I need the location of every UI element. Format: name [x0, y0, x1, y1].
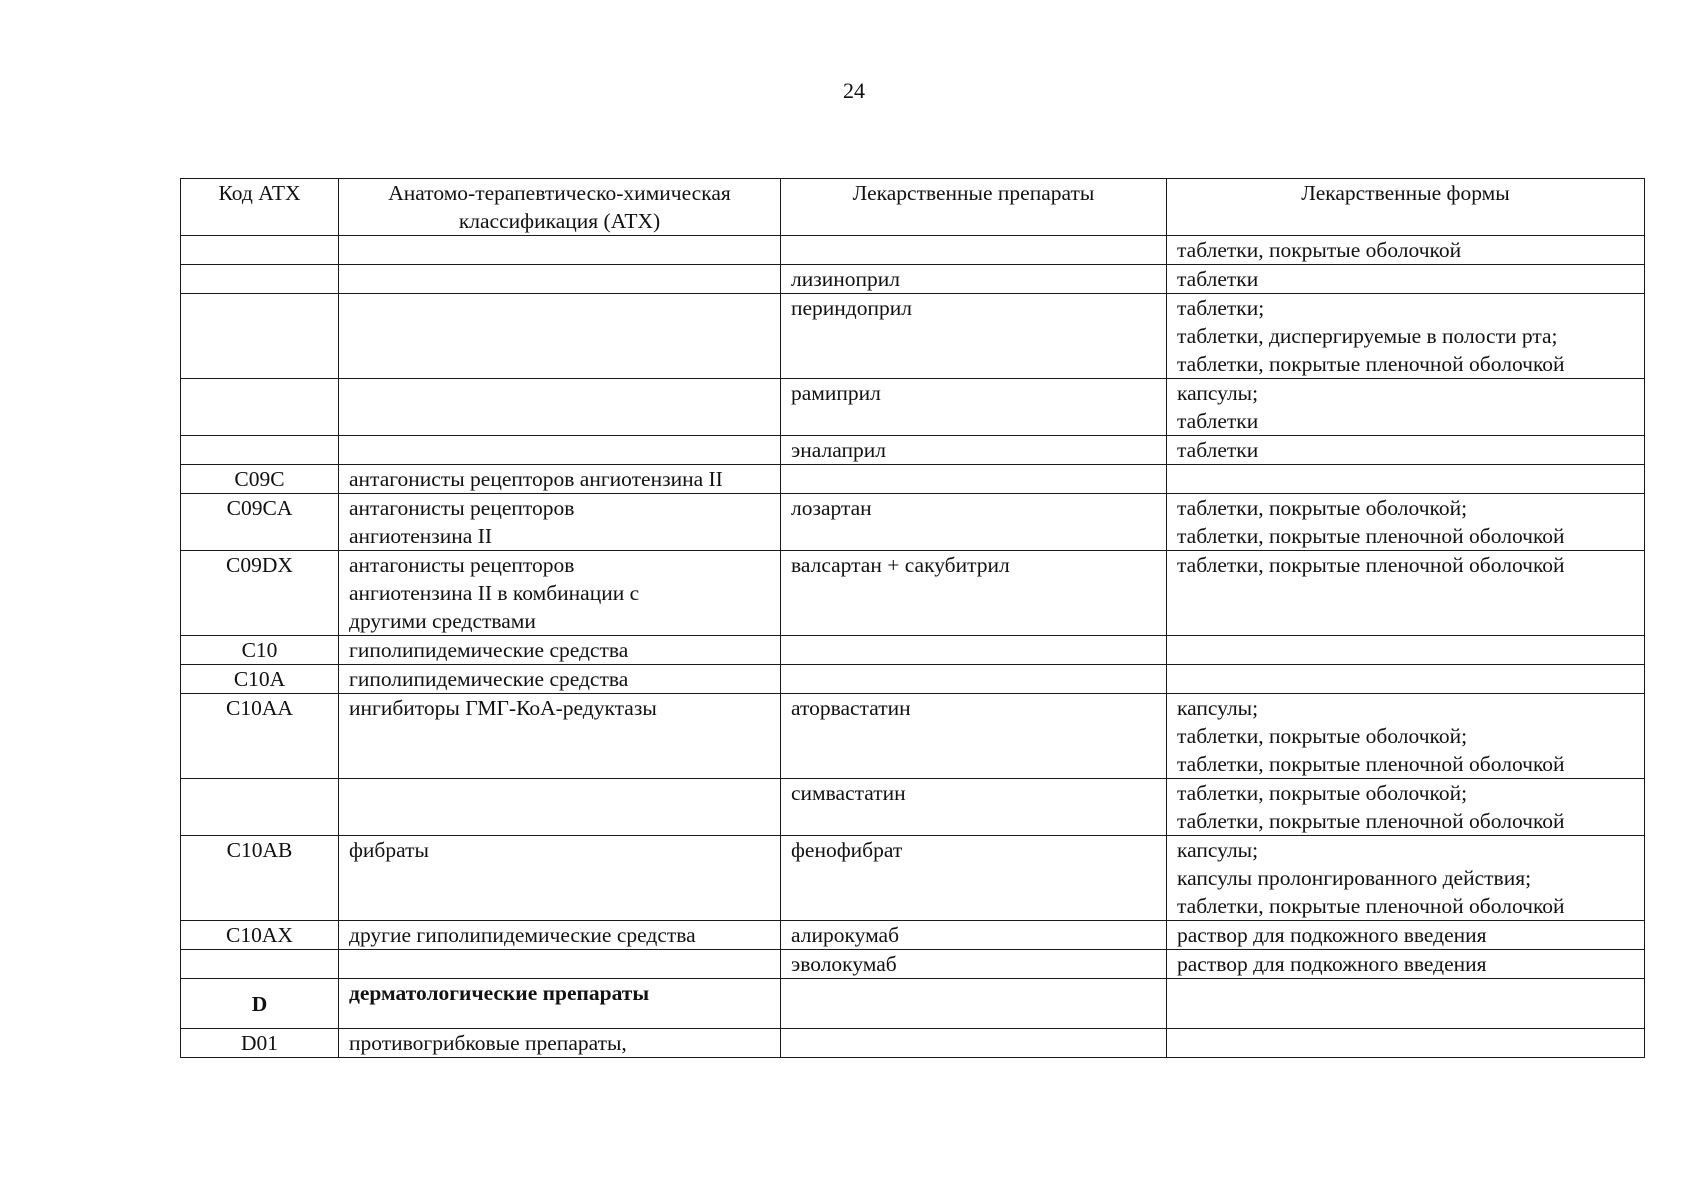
cell-drug: рамиприл	[781, 379, 1167, 436]
cell-classification: гиполипидемические средства	[339, 636, 781, 665]
header-row	[181, 179, 1645, 236]
cell-classification	[339, 379, 781, 436]
table-row	[181, 921, 1645, 950]
atc-table	[180, 178, 1645, 1058]
cell-drug	[781, 236, 1167, 265]
cell-drug: алирокумаб	[781, 921, 1167, 950]
cell-forms	[1167, 979, 1645, 1029]
header-code: Код АТХ	[181, 179, 339, 236]
table-row	[181, 465, 1645, 494]
table-row	[181, 436, 1645, 465]
cell-forms: раствор для подкожного введения	[1167, 921, 1645, 950]
cell-classification: антагонисты рецепторов ангиотензина II	[339, 494, 781, 551]
cell-forms: таблетки, покрытые пленочной оболочкой	[1167, 551, 1645, 636]
cell-code	[181, 294, 339, 379]
table-row	[181, 836, 1645, 921]
cell-drug: эволокумаб	[781, 950, 1167, 979]
cell-forms: капсулы; капсулы пролонгированного действия; таблетки, покрытые пленочной оболочкой	[1167, 836, 1645, 921]
table-row	[181, 236, 1645, 265]
cell-forms: таблетки, покрытые оболочкой	[1167, 236, 1645, 265]
table-row	[181, 265, 1645, 294]
cell-classification: ингибиторы ГМГ-КоА-редуктазы	[339, 694, 781, 779]
cell-drug: периндоприл	[781, 294, 1167, 379]
cell-classification	[339, 779, 781, 836]
cell-code: D	[181, 979, 339, 1029]
cell-code	[181, 236, 339, 265]
header-drugs: Лекарственные препараты	[781, 179, 1167, 236]
cell-forms: таблетки, покрытые оболочкой; таблетки, покрытые пленочной оболочкой	[1167, 779, 1645, 836]
cell-classification: другие гиполипидемические средства	[339, 921, 781, 950]
cell-drug	[781, 1029, 1167, 1058]
cell-code: C09DX	[181, 551, 339, 636]
table-row-section	[181, 979, 1645, 1029]
table-row	[181, 494, 1645, 551]
cell-forms	[1167, 636, 1645, 665]
cell-drug	[781, 465, 1167, 494]
cell-code	[181, 950, 339, 979]
cell-drug: валсартан + сакубитрил	[781, 551, 1167, 636]
cell-classification: противогрибковые препараты,	[339, 1029, 781, 1058]
cell-drug: лозартан	[781, 494, 1167, 551]
table-row	[181, 694, 1645, 779]
cell-code: C10AX	[181, 921, 339, 950]
header-forms: Лекарственные формы	[1167, 179, 1645, 236]
cell-classification: антагонисты рецепторов ангиотензина II	[339, 465, 781, 494]
cell-code	[181, 779, 339, 836]
table-row	[181, 665, 1645, 694]
cell-forms	[1167, 665, 1645, 694]
cell-classification	[339, 236, 781, 265]
table-row	[181, 379, 1645, 436]
cell-drug: фенофибрат	[781, 836, 1167, 921]
cell-drug: лизиноприл	[781, 265, 1167, 294]
header-classification: Анатомо-терапевтическо-химическая классификация (АТХ)	[339, 179, 781, 236]
page-number: 24	[843, 78, 865, 103]
cell-code: C10	[181, 636, 339, 665]
cell-forms	[1167, 465, 1645, 494]
cell-forms	[1167, 1029, 1645, 1058]
cell-drug	[781, 636, 1167, 665]
table-row	[181, 551, 1645, 636]
cell-code: C09CA	[181, 494, 339, 551]
cell-classification	[339, 265, 781, 294]
cell-code: C10A	[181, 665, 339, 694]
cell-drug: аторвастатин	[781, 694, 1167, 779]
cell-classification: гиполипидемические средства	[339, 665, 781, 694]
cell-code	[181, 436, 339, 465]
table-body	[181, 236, 1645, 1058]
cell-forms: таблетки; таблетки, диспергируемые в полости рта; таблетки, покрытые пленочной оболочкой	[1167, 294, 1645, 379]
cell-forms: таблетки	[1167, 436, 1645, 465]
table-row	[181, 779, 1645, 836]
table-row	[181, 636, 1645, 665]
cell-classification	[339, 950, 781, 979]
cell-code: C10AB	[181, 836, 339, 921]
cell-classification: антагонисты рецепторов ангиотензина II в комбинации с другими средствами	[339, 551, 781, 636]
cell-classification: дерматологические препараты	[339, 979, 781, 1029]
cell-code	[181, 265, 339, 294]
cell-code	[181, 379, 339, 436]
cell-drug: эналаприл	[781, 436, 1167, 465]
cell-classification	[339, 436, 781, 465]
table-row	[181, 950, 1645, 979]
table-row	[181, 1029, 1645, 1058]
table-header	[181, 179, 1645, 236]
cell-classification: фибраты	[339, 836, 781, 921]
cell-classification	[339, 294, 781, 379]
cell-forms: таблетки	[1167, 265, 1645, 294]
cell-forms: капсулы; таблетки	[1167, 379, 1645, 436]
cell-drug	[781, 979, 1167, 1029]
cell-code: C09C	[181, 465, 339, 494]
cell-drug: симвастатин	[781, 779, 1167, 836]
cell-forms: таблетки, покрытые оболочкой; таблетки, покрытые пленочной оболочкой	[1167, 494, 1645, 551]
cell-code: C10AA	[181, 694, 339, 779]
cell-code: D01	[181, 1029, 339, 1058]
cell-forms: капсулы; таблетки, покрытые оболочкой; таблетки, покрытые пленочной оболочкой	[1167, 694, 1645, 779]
cell-drug	[781, 665, 1167, 694]
table-row	[181, 294, 1645, 379]
cell-forms: раствор для подкожного введения	[1167, 950, 1645, 979]
